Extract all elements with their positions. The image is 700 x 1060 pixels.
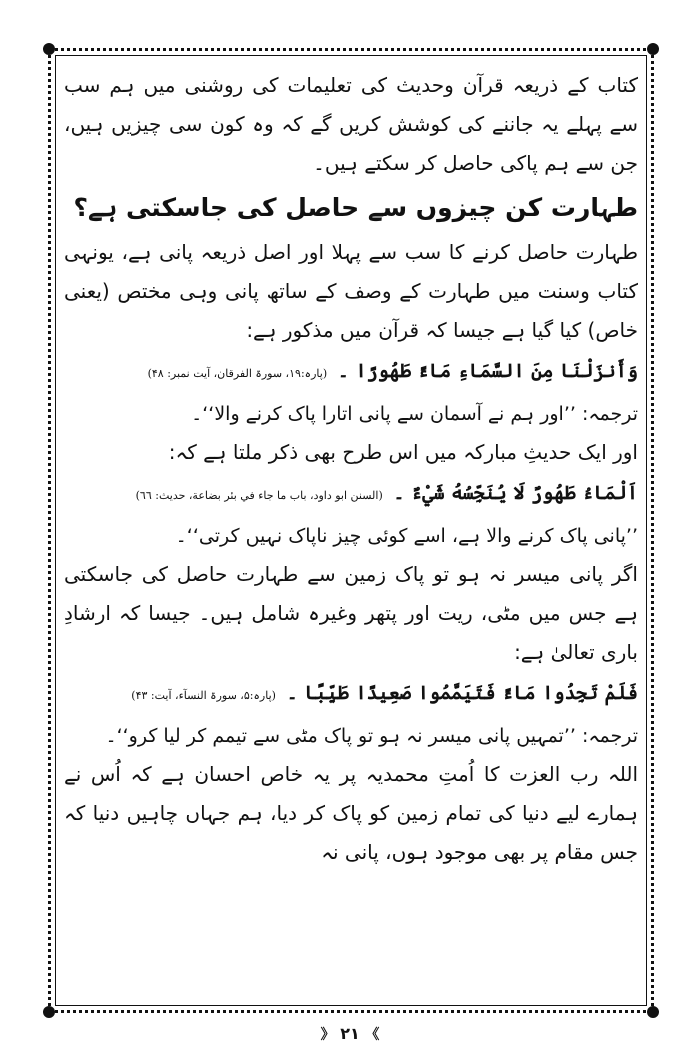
intro-paragraph: کتاب کے ذریعہ قرآن وحدیث کی تعلیمات کی روشنی میں ہم سب سے پہلے یہ جاننے کی کوشش کریں گے کہ وہ کون سی چیزیں ہیں، جن سے ہم پاکی حاصل کر سکتے ہیں۔	[64, 73, 638, 175]
page-content	[64, 66, 638, 1001]
verse-text: وَأَنزَلْنَا مِنَ السَّمَاءِ مَاءً طَهُورًا ۔	[337, 360, 638, 382]
verse-reference: (پارہ:۱۹، سورۃ الفرقان، آیت نمبر: ۴۸)	[147, 367, 328, 380]
hadith-text: اَلْمَاءُ طَهُورٌ لَا يُنَجِّسُهُ شَيْءٌ ۔	[393, 482, 638, 504]
corner-ornament	[647, 1006, 659, 1018]
page-number-bracket-right: 》	[365, 1027, 380, 1043]
verse-text: فَلَمْ تَجِدُوا مَاءً فَتَيَمَّمُوا صَعِيدًا طَيِّبًا ۔	[286, 682, 638, 704]
paragraph-hadith-intro: اور ایک حدیثِ مبارکہ میں اس طرح بھی ذکر ملتا ہے کہ:	[168, 440, 638, 464]
translation-1: ترجمہ: ’’اور ہم نے آسمان سے پانی اتارا پاک کرنے والا‘‘۔	[191, 403, 638, 425]
corner-ornament	[647, 43, 659, 55]
page-number	[0, 1024, 700, 1044]
page-number-bracket-left: 《	[320, 1027, 335, 1043]
corner-ornament	[43, 43, 55, 55]
paragraph-earth-pure: اللہ رب العزت کا اُمتِ محمدیہ پر یہ خاص احسان ہے کہ اُس نے ہمارے لیے دنیا کی تمام زمین کو پاک کر دیا، ہم جہاں چاہیں دنیا کہ جس مقام پر بھی موجود ہوں، پانی نہ	[64, 762, 638, 864]
quran-verse-2	[64, 672, 638, 717]
hadith-reference: (السنن ابو داود، باب ما جاء في بئر بضاعة، حديث: ٦٦)	[135, 489, 383, 502]
page-number-value: ۲۱	[340, 1024, 360, 1043]
verse-reference: (پارہ:۵، سورۃ النسآء، آیت: ۴۳)	[131, 689, 276, 702]
translation-2: ’’پانی پاک کرنے والا ہے، اسے کوئی چیز ناپاک نہیں کرتی‘‘۔	[175, 525, 638, 547]
quran-verse-1	[64, 350, 638, 395]
paragraph-water-purity: طہارت حاصل کرنے کا سب سے پہلا اور اصل ذریعہ پانی ہے، یونہی کتاب وسنت میں طہارت کے وصف کے ساتھ پانی وہی مختص (یعنی خاص) کیا گیا ہے جیسا کہ قرآن میں مذکور ہے:	[64, 240, 638, 342]
paragraph-tayammum: اگر پانی میسر نہ ہو تو پاک زمین سے طہارت حاصل کی جاسکتی ہے جس میں مٹی، ریت اور پتھر وغیرہ شامل ہیں۔ جیسا کہ ارشادِ باری تعالیٰ ہے:	[64, 562, 638, 664]
corner-ornament	[43, 1006, 55, 1018]
hadith-text-block	[64, 472, 638, 517]
translation-3: ترجمہ: ’’تمہیں پانی میسر نہ ہو تو پاک مٹی سے تیمم کر لیا کرو‘‘۔	[105, 725, 638, 747]
section-heading: طہارت کن چیزوں سے حاصل کی جاسکتی ہے؟	[73, 193, 638, 222]
